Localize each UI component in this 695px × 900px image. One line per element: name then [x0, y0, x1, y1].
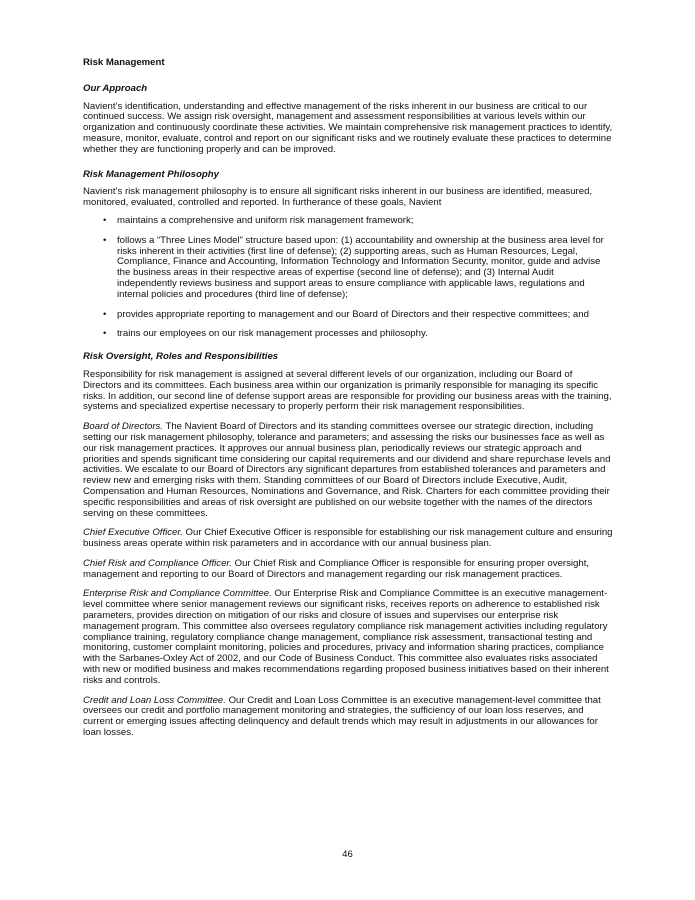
cro-text: Our Chief Risk and Compliance Officer is responsible for ensuring proper oversight, management and reporting to our Board of Directors and management regarding our risk management practices. — [83, 557, 590, 580]
oversight-title: Risk Oversight, Roles and Responsibilities — [83, 351, 279, 363]
page-content — [83, 58, 613, 748]
clc-paragraph — [83, 696, 613, 739]
board-text: The Navient Board of Directors and its standing committees oversee our strategic direction, including setting our risk management philosophy, tolerance and parameters; and assessing the risks our businesses face as well as our risk management practices. It approves our annual business plan, periodically reviews our strategic approach and priorities and spends significant time considering our capital requirements and our dividend and share repurchase levels and activities. We escalate to our Board of Directors any significant departures from established tolerances and parameters and review new and emerging risks with them. Standing committees of our Board of Directors include Executive, Audit, Compensation and Human Resources, Nominations and Governance, and Risk. Charters for each committee providing their specific responsibilities and areas of risk oversight are published on our website together with the names of the directors serving on these committees. — [83, 421, 611, 519]
cro-paragraph — [83, 559, 613, 581]
erc-text: Our Enterprise Risk and Compliance Committee is an executive management-level committee where senior management reviews our significant risks, receives reports on adherence to established risk parameters, provides direction on mitigation of our risks and closure of issues and supervises our enterprise risk management program. This committee also oversees regulatory compliance risk management activities including regulatory compliance training, regulatory compliance change management, compliance risk assessment, transactional testing and monitoring, customer complaint monitoring, policies and procedures, privacy and information sharing practices, compliance with the Sarbanes-Oxley Act of 2002, and our Code of Business Conduct. This committee also evaluates risks associated with new or modified business and makes recommendations regarding proposed business initiatives based on their inherent risks and controls. — [83, 588, 609, 686]
approach-paragraph: Navient’s identification, understanding and effective management of the risks inherent in our business are critical to our continued success. We assign risk oversight, management and assessment responsibilities at various levels within our organization and continuously coordinate these activities. We maintain comprehensive risk management practices to identify, measure, monitor, evaluate, control and report on our significant risks and we routinely evaluate these practices to determine whether they are functioning properly and can be improved. — [83, 100, 613, 155]
list-item-text: trains our employees on our risk management processes and philosophy. — [117, 328, 428, 340]
clc-lead: Credit and Loan Loss Committee. — [83, 694, 226, 706]
list-item — [83, 329, 613, 340]
clc-text: Our Credit and Loan Loss Committee is an executive management-level committee that oversees our credit and portfolio management monitoring and strategies, the sufficiency of our loan loss reserves, and current or emerging issues affecting delinquency and default trends which may result in adjustments in our allowances for loan losses. — [83, 694, 601, 739]
bullet-icon: • — [103, 234, 107, 246]
list-item-text: follows a “Three Lines Model” structure based upon: (1) accountability and ownership at the business area level for risks inherent in their activities (first line of defense); (2) supporting areas, such as Human Resources, Legal, Compliance, Finance and Accounting, Information Technology and Information Security, monitor, guide and advise the business areas in their respective areas of expertise (second line of defense); and (3) Internal Audit independently reviews business and support areas to ensure compliance with applicable laws, regulations and internal policies and procedures (third line of defense); — [117, 234, 604, 300]
cro-lead: Chief Risk and Compliance Officer. — [83, 557, 232, 569]
oversight-intro: Responsibility for risk management is assigned at several different levels of our organization, including our Board of Directors and its committees. Each business area within our organization is primarily responsible for managing its specific risks. In addition, our second line of defense support areas are responsible for providing our business areas with the training, systems and specialized expertise necessary to properly perform their risk management responsibilities. — [83, 368, 612, 413]
approach-title: Our Approach — [83, 82, 148, 94]
list-item — [83, 310, 613, 321]
erc-lead: Enterprise Risk and Compliance Committee. — [83, 588, 272, 600]
philosophy-title: Risk Management Philosophy — [83, 168, 219, 180]
board-paragraph — [83, 422, 613, 519]
list-item — [83, 216, 613, 227]
bullet-icon: • — [103, 308, 107, 320]
ceo-paragraph — [83, 528, 613, 550]
philosophy-list — [83, 216, 613, 340]
ceo-lead: Chief Executive Officer. — [83, 527, 183, 539]
erc-paragraph — [83, 589, 613, 686]
philosophy-intro: Navient’s risk management philosophy is to ensure all significant risks inherent in our business are identified, measured, monitored, evaluated, controlled and reported. In furtherance of these goals, Navient — [83, 186, 593, 209]
board-lead: Board of Directors. — [83, 421, 163, 433]
bullet-icon: • — [103, 214, 107, 226]
section-heading: Risk Management — [83, 57, 165, 68]
ceo-text: Our Chief Executive Officer is responsible for establishing our risk management culture and ensuring business areas operate within risk parameters and in accordance with our annual business plan. — [83, 527, 613, 550]
bullet-icon: • — [103, 328, 107, 340]
page-number: 46 — [342, 849, 353, 860]
list-item-text: maintains a comprehensive and uniform risk management framework; — [117, 214, 414, 226]
list-item-text: provides appropriate reporting to management and our Board of Directors and their respective committees; and — [117, 308, 589, 320]
list-item — [83, 236, 613, 301]
